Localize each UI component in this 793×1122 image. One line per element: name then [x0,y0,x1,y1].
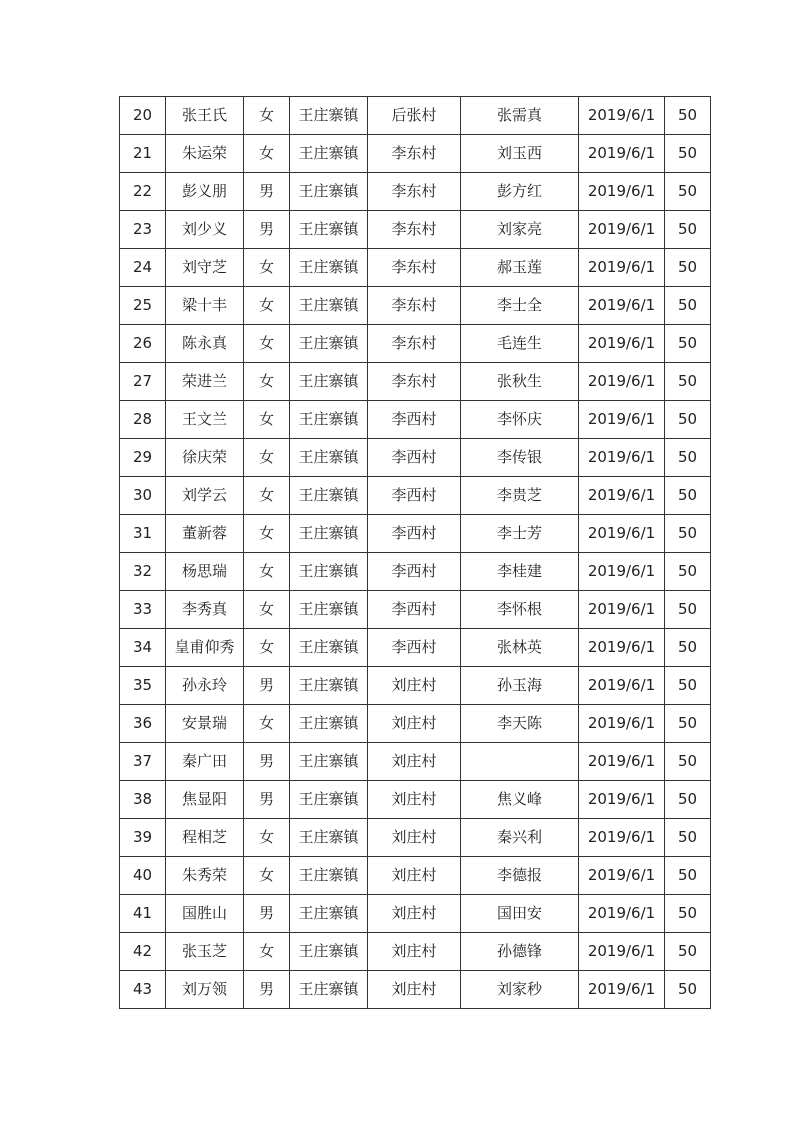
row-number-cell: 35 [120,667,166,705]
amount-cell: 50 [665,363,711,401]
name-cell: 杨思瑞 [166,553,244,591]
date-cell: 2019/6/1 [579,249,665,287]
sex-cell: 男 [244,971,290,1009]
town-cell: 王庄寨镇 [290,553,368,591]
town-cell: 王庄寨镇 [290,135,368,173]
sex-cell: 女 [244,477,290,515]
town-cell: 王庄寨镇 [290,249,368,287]
date-cell: 2019/6/1 [579,401,665,439]
sex-cell: 女 [244,363,290,401]
town-cell: 王庄寨镇 [290,781,368,819]
row-number-cell: 29 [120,439,166,477]
row-number-cell: 40 [120,857,166,895]
amount-cell: 50 [665,249,711,287]
date-cell: 2019/6/1 [579,971,665,1009]
sex-cell: 女 [244,439,290,477]
village-cell: 李西村 [368,629,461,667]
town-cell: 王庄寨镇 [290,211,368,249]
row-number-cell: 33 [120,591,166,629]
date-cell: 2019/6/1 [579,287,665,325]
town-cell: 王庄寨镇 [290,477,368,515]
amount-cell: 50 [665,895,711,933]
sex-cell: 女 [244,287,290,325]
date-cell: 2019/6/1 [579,97,665,135]
table-row [120,895,711,933]
row-number-cell: 23 [120,211,166,249]
table-row [120,933,711,971]
amount-cell: 50 [665,325,711,363]
village-cell: 后张村 [368,97,461,135]
sex-cell: 男 [244,895,290,933]
amount-cell: 50 [665,591,711,629]
table-row [120,287,711,325]
village-cell: 李东村 [368,325,461,363]
date-cell: 2019/6/1 [579,629,665,667]
name-cell: 王文兰 [166,401,244,439]
village-cell: 李西村 [368,401,461,439]
agent-cell: 李士芳 [461,515,579,553]
date-cell: 2019/6/1 [579,781,665,819]
table-row [120,781,711,819]
amount-cell: 50 [665,629,711,667]
table-row [120,591,711,629]
agent-cell: 刘家亮 [461,211,579,249]
village-cell: 刘庄村 [368,705,461,743]
name-cell: 焦显阳 [166,781,244,819]
town-cell: 王庄寨镇 [290,933,368,971]
date-cell: 2019/6/1 [579,857,665,895]
name-cell: 刘学云 [166,477,244,515]
agent-cell: 秦兴利 [461,819,579,857]
row-number-cell: 25 [120,287,166,325]
village-cell: 刘庄村 [368,895,461,933]
row-number-cell: 41 [120,895,166,933]
date-cell: 2019/6/1 [579,553,665,591]
row-number-cell: 20 [120,97,166,135]
agent-cell: 李怀根 [461,591,579,629]
amount-cell: 50 [665,781,711,819]
agent-cell: 李士全 [461,287,579,325]
agent-cell: 李怀庆 [461,401,579,439]
name-cell: 朱秀荣 [166,857,244,895]
agent-cell: 刘玉西 [461,135,579,173]
town-cell: 王庄寨镇 [290,857,368,895]
row-number-cell: 21 [120,135,166,173]
town-cell: 王庄寨镇 [290,363,368,401]
town-cell: 王庄寨镇 [290,705,368,743]
name-cell: 彭义朋 [166,173,244,211]
amount-cell: 50 [665,743,711,781]
amount-cell: 50 [665,819,711,857]
name-cell: 董新蓉 [166,515,244,553]
amount-cell: 50 [665,971,711,1009]
table-body [120,97,711,1009]
row-number-cell: 24 [120,249,166,287]
sex-cell: 男 [244,743,290,781]
town-cell: 王庄寨镇 [290,971,368,1009]
village-cell: 李西村 [368,439,461,477]
date-cell: 2019/6/1 [579,173,665,211]
agent-cell: 毛连生 [461,325,579,363]
agent-cell: 彭方红 [461,173,579,211]
town-cell: 王庄寨镇 [290,515,368,553]
village-cell: 李东村 [368,211,461,249]
table-row [120,439,711,477]
sex-cell: 女 [244,591,290,629]
date-cell: 2019/6/1 [579,211,665,249]
date-cell: 2019/6/1 [579,743,665,781]
row-number-cell: 28 [120,401,166,439]
row-number-cell: 32 [120,553,166,591]
sex-cell: 女 [244,819,290,857]
amount-cell: 50 [665,933,711,971]
agent-cell: 李德报 [461,857,579,895]
row-number-cell: 36 [120,705,166,743]
name-cell: 张王氏 [166,97,244,135]
row-number-cell: 43 [120,971,166,1009]
village-cell: 刘庄村 [368,781,461,819]
table-row [120,249,711,287]
village-cell: 刘庄村 [368,667,461,705]
amount-cell: 50 [665,553,711,591]
row-number-cell: 38 [120,781,166,819]
name-cell: 秦广田 [166,743,244,781]
table-row [120,667,711,705]
sex-cell: 男 [244,781,290,819]
amount-cell: 50 [665,477,711,515]
town-cell: 王庄寨镇 [290,629,368,667]
table-row [120,629,711,667]
date-cell: 2019/6/1 [579,933,665,971]
agent-cell: 国田安 [461,895,579,933]
date-cell: 2019/6/1 [579,135,665,173]
table-row [120,553,711,591]
name-cell: 梁十丰 [166,287,244,325]
town-cell: 王庄寨镇 [290,97,368,135]
sex-cell: 男 [244,211,290,249]
village-cell: 李西村 [368,591,461,629]
name-cell: 朱运荣 [166,135,244,173]
village-cell: 刘庄村 [368,819,461,857]
amount-cell: 50 [665,211,711,249]
row-number-cell: 34 [120,629,166,667]
village-cell: 刘庄村 [368,971,461,1009]
table-row [120,173,711,211]
name-cell: 皇甫仰秀 [166,629,244,667]
roster-table [119,96,711,1009]
agent-cell: 张需真 [461,97,579,135]
table-row [120,363,711,401]
agent-cell: 李桂建 [461,553,579,591]
agent-cell: 李传银 [461,439,579,477]
table-row [120,135,711,173]
sex-cell: 女 [244,515,290,553]
table-row [120,705,711,743]
table-row [120,325,711,363]
name-cell: 安景瑞 [166,705,244,743]
date-cell: 2019/6/1 [579,363,665,401]
town-cell: 王庄寨镇 [290,325,368,363]
village-cell: 李东村 [368,249,461,287]
town-cell: 王庄寨镇 [290,743,368,781]
town-cell: 王庄寨镇 [290,667,368,705]
amount-cell: 50 [665,667,711,705]
name-cell: 刘守芝 [166,249,244,287]
table-row [120,477,711,515]
name-cell: 程相芝 [166,819,244,857]
sex-cell: 女 [244,249,290,287]
town-cell: 王庄寨镇 [290,819,368,857]
sex-cell: 女 [244,857,290,895]
sex-cell: 女 [244,325,290,363]
name-cell: 国胜山 [166,895,244,933]
date-cell: 2019/6/1 [579,895,665,933]
town-cell: 王庄寨镇 [290,439,368,477]
village-cell: 刘庄村 [368,857,461,895]
sex-cell: 女 [244,97,290,135]
town-cell: 王庄寨镇 [290,401,368,439]
name-cell: 陈永真 [166,325,244,363]
agent-cell: 焦义峰 [461,781,579,819]
agent-cell: 李天陈 [461,705,579,743]
amount-cell: 50 [665,439,711,477]
date-cell: 2019/6/1 [579,515,665,553]
date-cell: 2019/6/1 [579,705,665,743]
table-row [120,211,711,249]
row-number-cell: 26 [120,325,166,363]
amount-cell: 50 [665,287,711,325]
sex-cell: 女 [244,135,290,173]
sex-cell: 女 [244,629,290,667]
name-cell: 荣进兰 [166,363,244,401]
amount-cell: 50 [665,401,711,439]
sex-cell: 男 [244,173,290,211]
sex-cell: 女 [244,933,290,971]
table-row [120,819,711,857]
name-cell: 刘少义 [166,211,244,249]
town-cell: 王庄寨镇 [290,287,368,325]
table-row [120,743,711,781]
table-row [120,515,711,553]
name-cell: 张玉芝 [166,933,244,971]
village-cell: 刘庄村 [368,933,461,971]
date-cell: 2019/6/1 [579,667,665,705]
table-row [120,857,711,895]
agent-cell [461,743,579,781]
name-cell: 李秀真 [166,591,244,629]
village-cell: 刘庄村 [368,743,461,781]
agent-cell: 孙玉海 [461,667,579,705]
village-cell: 李东村 [368,135,461,173]
amount-cell: 50 [665,135,711,173]
sex-cell: 男 [244,667,290,705]
sex-cell: 女 [244,705,290,743]
date-cell: 2019/6/1 [579,819,665,857]
town-cell: 王庄寨镇 [290,895,368,933]
row-number-cell: 22 [120,173,166,211]
amount-cell: 50 [665,515,711,553]
table-row [120,97,711,135]
village-cell: 李西村 [368,553,461,591]
row-number-cell: 37 [120,743,166,781]
name-cell: 孙永玲 [166,667,244,705]
date-cell: 2019/6/1 [579,439,665,477]
town-cell: 王庄寨镇 [290,591,368,629]
row-number-cell: 39 [120,819,166,857]
agent-cell: 郝玉莲 [461,249,579,287]
agent-cell: 李贵芝 [461,477,579,515]
date-cell: 2019/6/1 [579,477,665,515]
date-cell: 2019/6/1 [579,325,665,363]
amount-cell: 50 [665,705,711,743]
row-number-cell: 31 [120,515,166,553]
village-cell: 李东村 [368,173,461,211]
name-cell: 刘万领 [166,971,244,1009]
town-cell: 王庄寨镇 [290,173,368,211]
village-cell: 李东村 [368,363,461,401]
row-number-cell: 42 [120,933,166,971]
name-cell: 徐庆荣 [166,439,244,477]
village-cell: 李东村 [368,287,461,325]
agent-cell: 刘家秒 [461,971,579,1009]
sex-cell: 女 [244,553,290,591]
row-number-cell: 27 [120,363,166,401]
table-row [120,401,711,439]
village-cell: 李西村 [368,515,461,553]
amount-cell: 50 [665,857,711,895]
table-row [120,971,711,1009]
agent-cell: 张林英 [461,629,579,667]
agent-cell: 孙德锋 [461,933,579,971]
agent-cell: 张秋生 [461,363,579,401]
amount-cell: 50 [665,97,711,135]
sex-cell: 女 [244,401,290,439]
row-number-cell: 30 [120,477,166,515]
date-cell: 2019/6/1 [579,591,665,629]
amount-cell: 50 [665,173,711,211]
village-cell: 李西村 [368,477,461,515]
